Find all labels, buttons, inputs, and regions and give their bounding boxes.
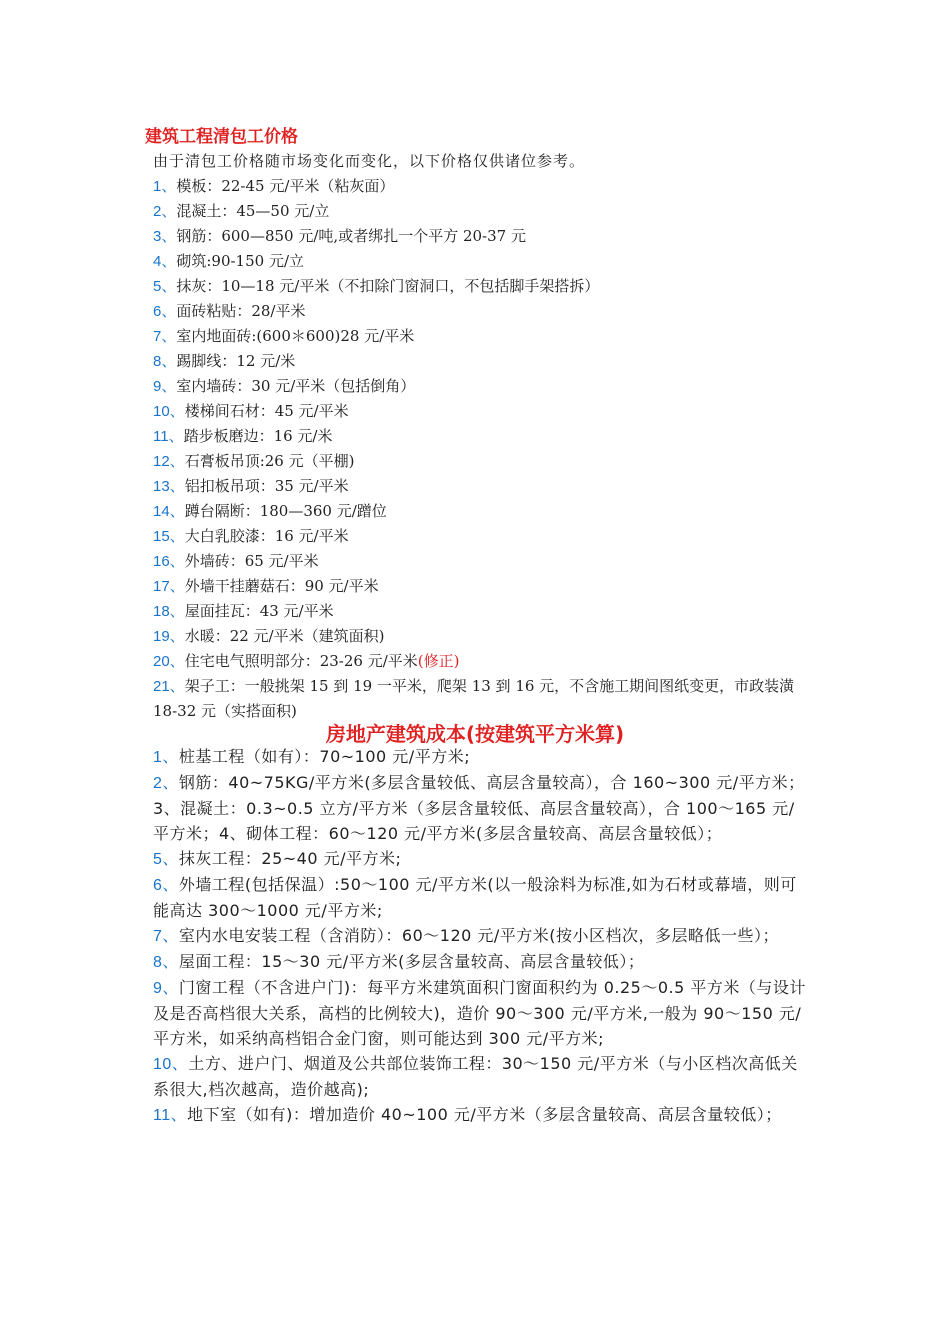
item-number: 8、 [153,954,179,971]
item-text: 砌筑:90-150 元/立 [176,252,305,270]
list-item [153,349,813,374]
item-text: 铝扣板吊项：35 元/平米 [184,477,349,495]
list-item [153,324,813,349]
item-text: 钢筋：40~75KG/平方米(多层含量较低、高层含量较高），合 160~300 元/平方米；3、混凝土：0.3~0.5 立方/平方米（多层含量较低、高层含量较高），合 100～165 元/平方米；4、砌体工程：60～120 元/平方米(多层含量较高、高层含量较低）； [153,773,805,843]
list-item [153,624,813,649]
list-item [153,174,813,199]
item-number: 15、 [153,528,185,545]
item-text: 外墙干挂蘑菇石：90 元/平米 [184,577,379,595]
list-item [153,499,813,524]
item-text: 踢脚线：12 元/米 [176,352,296,370]
item-number: 16、 [153,553,185,570]
list-item [153,374,813,399]
item-number: 13、 [153,478,185,495]
revision-note: (修正) [417,652,460,670]
intro-paragraph: 由于清包工价格随市场变化而变化，以下价格仅供诸位参考。 [153,152,586,170]
item-number: 2、 [153,775,179,792]
list-item [153,299,813,324]
section-title-labor-prices: 建筑工程清包工价格 [145,127,298,147]
list-item [153,249,813,274]
item-text: 混凝土：45—50 元/立 [176,202,330,220]
list-item [153,770,808,846]
item-text: 屋面挂瓦：43 元/平米 [184,602,334,620]
item-text: 室内地面砖:(600＊600)28 元/平米 [176,327,415,345]
list-item [153,524,813,549]
item-number: 12、 [153,453,185,470]
construction-cost-list [153,744,808,1128]
item-number: 8、 [153,353,177,370]
item-number: 7、 [153,328,177,345]
item-number: 17、 [153,578,185,595]
item-text: 钢筋：600—850 元/吨,或者绑扎一个平方 20-37 元 [176,227,526,245]
item-number: 18、 [153,603,185,620]
item-text: 屋面工程：15～30 元/平方米(多层含量较高、高层含量较低）； [178,952,645,971]
item-number: 2、 [153,203,177,220]
item-number: 7、 [153,928,179,945]
item-text: 室内墙砖：30 元/平米（包括倒角） [176,377,416,395]
item-number: 6、 [153,877,179,894]
item-number: 4、 [153,253,177,270]
list-item [153,424,813,449]
item-number: 11、 [153,428,184,445]
item-text: 室内水电安装工程（含消防）：60～120 元/平方米(按小区档次，多层略低一些）； [178,926,780,945]
item-number: 10、 [153,1056,189,1073]
list-item [153,1051,808,1102]
item-text: 架子工：一般挑架 15 到 19 一平米，爬架 13 到 16 元，不含施工期间图纸变更，市政装潢 18-32 元（实搭面积) [153,677,795,720]
item-text: 踏步板磨边：16 元/米 [183,427,333,445]
item-text: 楼梯间石材：45 元/平米 [184,402,349,420]
section-title-construction-cost: 房地产建筑成本(按建筑平方米算) [325,722,625,746]
item-number: 20、 [153,653,185,670]
item-text: 抹灰工程：25~40 元/平方米; [178,849,402,868]
list-item [153,274,813,299]
item-text: 土方、进户门、烟道及公共部位装饰工程：30～150 元/平方米（与小区档次高低关系很大,档次越高，造价越高); [153,1054,798,1099]
item-text: 石膏板吊顶:26 元（平棚) [184,452,355,470]
item-number: 11、 [153,1107,188,1124]
list-item [153,949,808,975]
labor-price-list [153,174,813,724]
list-item [153,975,808,1051]
item-number: 9、 [153,980,179,997]
item-text: 地下室（如有)：增加造价 40~100 元/平方米（多层含量较高、高层含量较低）； [187,1105,782,1124]
item-text: 外墙砖：65 元/平米 [184,552,319,570]
list-item [153,399,813,424]
item-number: 19、 [153,628,185,645]
item-number: 1、 [153,749,179,766]
list-item [153,872,808,923]
list-item [153,846,808,872]
item-number: 14、 [153,503,185,520]
item-text: 面砖粘贴：28/平米 [176,302,306,320]
list-item [153,549,813,574]
list-item [153,474,813,499]
item-text: 桩基工程（如有）：70~100 元/平方米; [178,747,471,766]
list-item [153,574,813,599]
list-item [153,674,813,724]
list-item [153,744,808,770]
item-number: 5、 [153,851,179,868]
list-item [153,199,813,224]
item-number: 3、 [153,228,177,245]
item-number: 5、 [153,278,177,295]
item-text: 大白乳胶漆：16 元/平米 [184,527,349,545]
list-item [153,449,813,474]
list-item [153,1102,808,1128]
item-text: 水暖：22 元/平米（建筑面积) [184,627,385,645]
item-text: 蹲台隔断：180—360 元/蹭位 [184,502,387,520]
item-number: 9、 [153,378,177,395]
item-text: 模板：22-45 元/平米（粘灰面） [176,177,395,195]
item-number: 6、 [153,303,177,320]
item-number: 21、 [153,678,185,695]
list-item [153,224,813,249]
list-item [153,599,813,624]
item-text: 门窗工程（不含进户门)：每平方米建筑面积门窗面积约为 0.25～0.5 平方米（与设计及是否高档很大关系，高档的比例较大)，造价 90～300 元/平方米,一般为 90～150 元/平方米，如采纳高档铝合金门窗，则可能达到 300 元/平方米; [153,978,806,1048]
item-text: 抹灰：10—18 元/平米（不扣除门窗洞口，不包括脚手架搭拆） [176,277,600,295]
item-text: 外墙工程(包括保温）:50～100 元/平方米(以一般涂料为标准,如为石材或幕墙，则可能高达 300～1000 元/平方米; [153,875,797,920]
item-text: 住宅电气照明部分：23-26 元/平米 [184,652,418,670]
list-item [153,923,808,949]
item-number: 10、 [153,403,185,420]
list-item [153,649,813,674]
item-number: 1、 [153,178,177,195]
